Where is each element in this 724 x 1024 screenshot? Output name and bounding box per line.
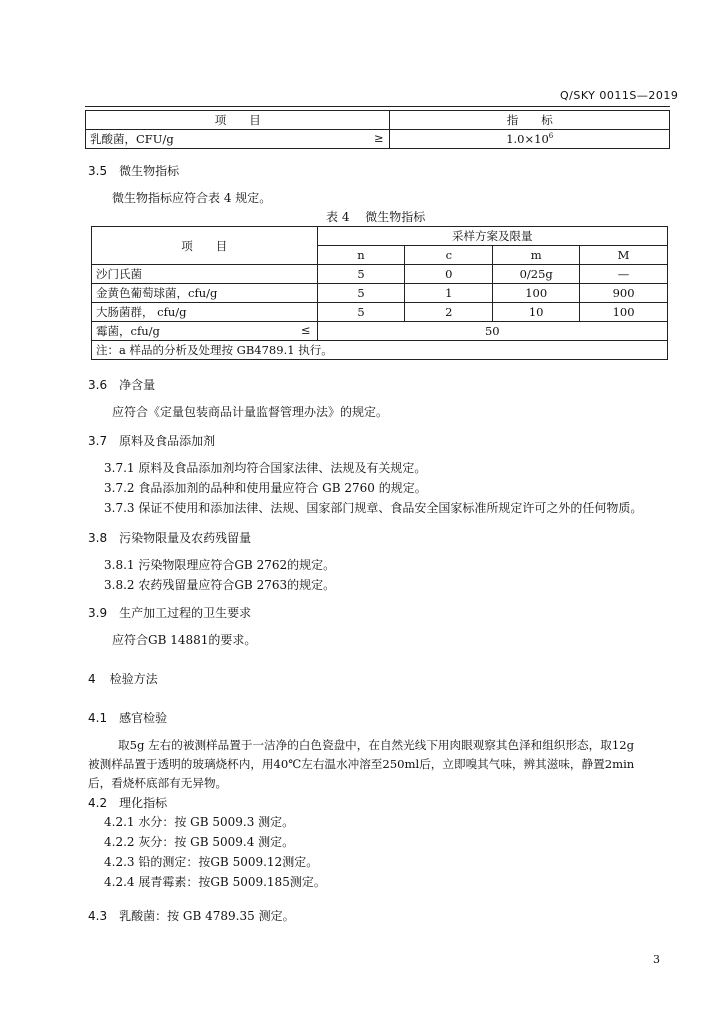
paragraph-line: 被测样品置于透明的玻璃烧杯内，用40℃左右温水冲溶至250ml后，立即嗅其气味，辨其滋味，静置2min [88, 757, 635, 771]
table-row [92, 284, 668, 303]
paragraph-line: 后，看烧杯底部有无异物。 [88, 776, 228, 790]
mold-name: 霉菌，cfu/g [96, 324, 160, 338]
list-item: 3.7.2 食品添加剂的品种和使用量应符合 GB 2760 的规定。 [104, 481, 427, 495]
section-4-heading: 4 检验方法 [88, 672, 158, 686]
row-M: — [580, 265, 668, 284]
row-m: 10 [493, 303, 580, 322]
list-item: 3.7.1 原料及食品添加剂均符合国家法律、法规及有关规定。 [104, 461, 427, 475]
mold-operator: ≤ [300, 323, 311, 337]
table-row [92, 265, 668, 284]
row-n: 5 [317, 303, 405, 322]
section-4-3-heading: 4.3 乳酸菌：按 GB 4789.35 测定。 [88, 909, 295, 923]
list-item: 4.2.2 灰分：按 GB 5009.4 测定。 [104, 835, 295, 849]
col-header-M: M [580, 246, 668, 265]
list-item: 4.2.1 水分：按 GB 5009.3 测定。 [104, 815, 295, 829]
mold-name-cell [92, 322, 318, 341]
section-3-7-heading: 3.7 原料及食品添加剂 [88, 434, 216, 448]
section-3-9-text: 应符合GB 14881的要求。 [112, 633, 257, 647]
lactic-name: 乳酸菌，CFU/g [90, 132, 174, 146]
table-row [92, 303, 668, 322]
lactic-value: $1.0\times 10^6$ [390, 130, 670, 149]
row-m: 0/25g [493, 265, 580, 284]
section-3-8-heading: 3.8 污染物限量及农药残留量 [88, 531, 252, 545]
section-3-5-heading: 3.5 微生物指标 [88, 164, 180, 178]
table-row [92, 322, 668, 341]
row-name: 大肠菌群， cfu/g [92, 303, 318, 322]
row-n: 5 [317, 284, 405, 303]
list-item: 3.7.3 保证不使用和添加法律、法规、国家部门规章、食品安全国家标准所规定许可之外的任何物质。 [104, 501, 643, 515]
section-3-6-text: 应符合《定量包装商品计量监督管理办法》的规定。 [112, 405, 389, 419]
col-header-c: c [405, 246, 493, 265]
section-3-5-text: 微生物指标应符合表 4 规定。 [112, 191, 272, 205]
table-4-title: 表 4 微生物指标 [326, 210, 426, 224]
section-4-2-heading: 4.2 理化指标 [88, 796, 168, 810]
paragraph-line: 取5g 左右的被测样品置于一洁净的白色瓷盘中，在自然光线下用肉眼观察其色泽和组织形态，取12g [118, 738, 635, 752]
row-m: 100 [493, 284, 580, 303]
row-c: 2 [405, 303, 493, 322]
table-note: 注：a 样品的分析及处理按 GB4789.1 执行。 [92, 341, 668, 360]
row-M: 900 [580, 284, 668, 303]
table-header-item: 项 目 [92, 227, 318, 265]
row-name: 金黄色葡萄球菌，cfu/g [92, 284, 318, 303]
section-3-6-heading: 3.6 净含量 [88, 378, 156, 392]
row-name: 沙门氏菌 [92, 265, 318, 284]
section-3-9-heading: 3.9 生产加工过程的卫生要求 [88, 606, 252, 620]
table-header-index: 指 标 [390, 111, 670, 130]
list-item: 4.2.3 铅的测定：按GB 5009.12测定。 [104, 855, 319, 869]
table-header-sampling: 采样方案及限量 [317, 227, 667, 246]
lactic-operator: ≥ [373, 131, 384, 145]
mold-value: 50 [317, 322, 667, 341]
table-row [86, 130, 390, 149]
col-header-m: m [493, 246, 580, 265]
row-c: 0 [405, 265, 493, 284]
lactic-acid-table [85, 110, 670, 149]
page-number: 3 [653, 953, 660, 966]
row-M: 100 [580, 303, 668, 322]
table-header-item: 项 目 [86, 111, 390, 130]
row-c: 1 [405, 284, 493, 303]
microbe-table [91, 226, 668, 360]
document-code: Q/SKY 0011S—2019 [560, 89, 679, 102]
row-n: 5 [317, 265, 405, 284]
header-rule [85, 106, 670, 107]
col-header-n: n [317, 246, 405, 265]
list-item: 3.8.2 农药残留量应符合GB 2763的规定。 [104, 578, 336, 592]
list-item: 3.8.1 污染物限理应符合GB 2762的规定。 [104, 558, 336, 572]
section-4-1-heading: 4.1 感官检验 [88, 711, 168, 725]
list-item: 4.2.4 展青霉素：按GB 5009.185测定。 [104, 875, 326, 889]
